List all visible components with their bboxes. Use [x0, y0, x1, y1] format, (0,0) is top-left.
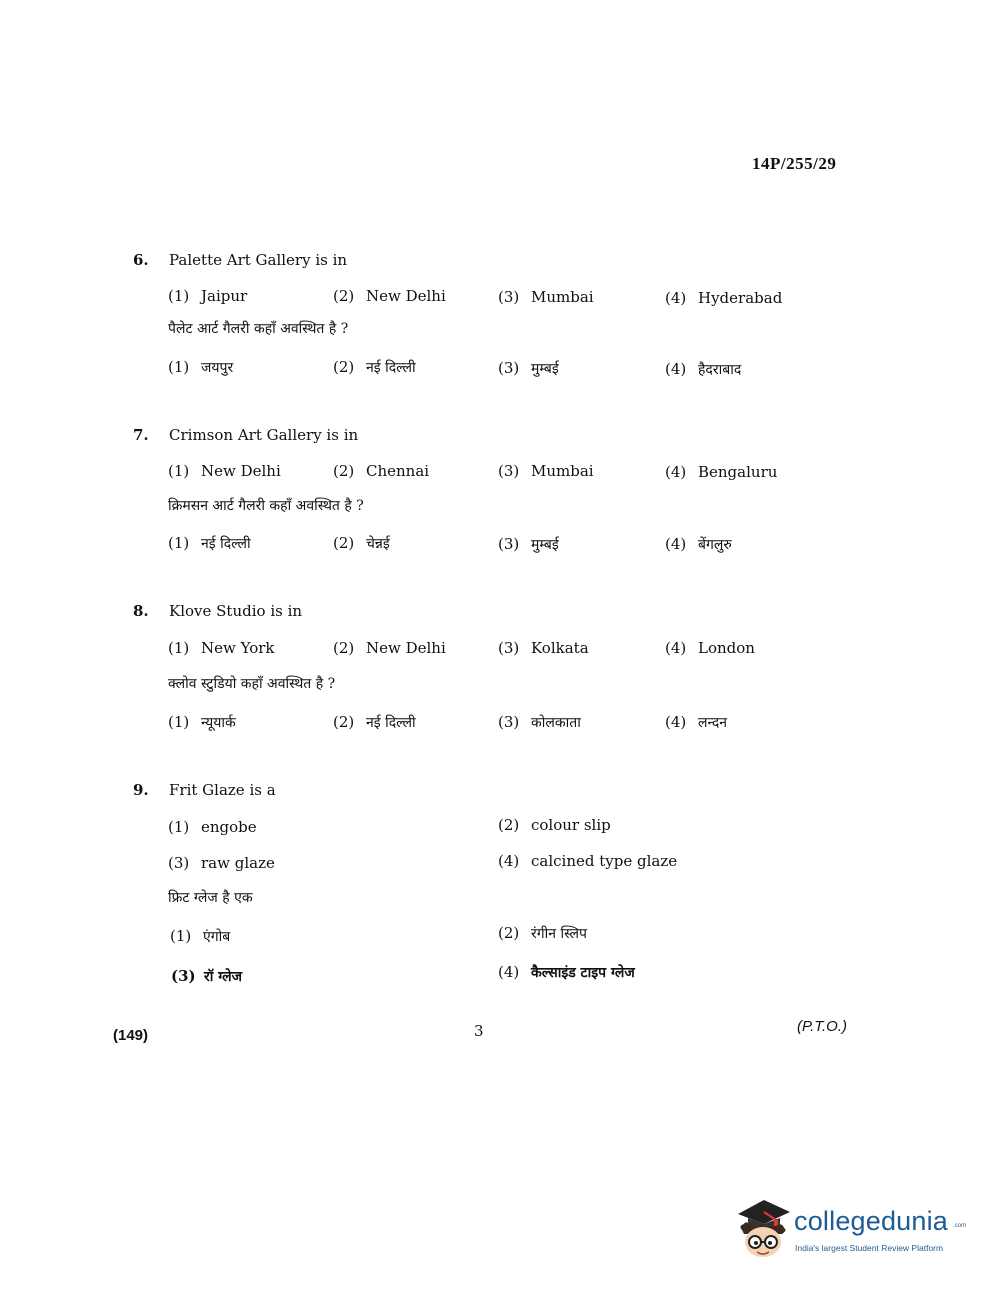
option-hi-3: (3) मुम्बई — [498, 535, 559, 553]
option-hi-2: (2) नई दिल्ली — [333, 358, 416, 376]
option-en-3: (3) Mumbai — [498, 462, 594, 480]
question-text-en: Crimson Art Gallery is in — [169, 426, 359, 444]
logo-tagline: India's largest Student Review Platform — [795, 1243, 944, 1253]
option-hi-1: (1) एंगोब — [170, 927, 231, 945]
option-hi-2: (2) चेन्नई — [333, 534, 390, 552]
option-en-2: (2) New Delhi — [333, 639, 446, 657]
option-hi-1: (1) न्यूयार्क — [168, 713, 236, 731]
option-en-3: (3) raw glaze — [168, 854, 275, 872]
question-text-en: Frit Glaze is a — [169, 781, 276, 799]
option-hi-4: (4) हैदराबाद — [665, 360, 742, 378]
option-en-1: (1) New York — [168, 639, 275, 657]
question-text-en: Palette Art Gallery is in — [169, 251, 348, 269]
question-number: 8. — [133, 602, 149, 620]
question-text-hi: क्रिमसन आर्ट गैलरी कहाँ अवस्थित है ? — [168, 498, 364, 514]
option-hi-3: (3) कोलकाता — [498, 713, 581, 731]
question-text-en: Klove Studio is in — [169, 602, 303, 620]
question-number: 7. — [133, 426, 149, 444]
option-en-4: (4) Bengaluru — [665, 463, 778, 481]
question-number: 6. — [133, 251, 149, 269]
option-en-2: (2) Chennai — [333, 462, 430, 480]
option-en-4: (4) Hyderabad — [665, 289, 783, 307]
page-number: 3 — [474, 1022, 484, 1040]
paper-code: 14P/255/29 — [752, 154, 837, 173]
option-en-3: (3) Mumbai — [498, 288, 594, 306]
option-en-3: (3) Kolkata — [498, 639, 589, 657]
option-hi-3: (3) मुम्बई — [498, 359, 559, 377]
option-en-1: (1) New Delhi — [168, 462, 281, 480]
option-hi-4: (4) लन्दन — [665, 713, 728, 731]
option-en-2: (2) colour slip — [498, 816, 611, 834]
logo-wordmark: collegedunia — [794, 1206, 949, 1236]
student-mascot-icon — [734, 1196, 792, 1262]
option-en-4: (4) calcined type glaze — [498, 852, 678, 870]
question-text-hi: पैलेट आर्ट गैलरी कहाँ अवस्थित है ? — [168, 321, 349, 337]
pto-label: (P.T.O.) — [797, 1018, 848, 1035]
option-en-2: (2) New Delhi — [333, 287, 446, 305]
option-hi-1: (1) जयपुर — [168, 358, 234, 376]
option-en-1: (1) engobe — [168, 818, 257, 836]
question-text-hi: क्लोव स्टुडियो कहाँ अवस्थित है ? — [168, 676, 336, 692]
option-hi-4: (4) बेंगलुरु — [665, 535, 732, 553]
option-hi-2: (2) रंगीन स्लिप — [498, 924, 587, 942]
option-en-4: (4) London — [665, 639, 755, 657]
option-hi-3: (3) रॉ ग्लेज — [171, 967, 243, 985]
booklet-number: (149) — [113, 1027, 149, 1044]
question-text-hi: फ्रिट ग्लेज है एक — [168, 890, 253, 906]
question-number: 9. — [133, 781, 149, 799]
logo-domain-suffix: .com — [953, 1223, 967, 1229]
option-hi-2: (2) नई दिल्ली — [333, 713, 416, 731]
collegedunia-logo — [734, 1196, 967, 1262]
option-hi-1: (1) नई दिल्ली — [168, 534, 251, 552]
option-en-1: (1) Jaipur — [168, 287, 248, 305]
option-hi-4: (4) कैल्साइंड टाइप ग्लेज — [498, 963, 635, 981]
